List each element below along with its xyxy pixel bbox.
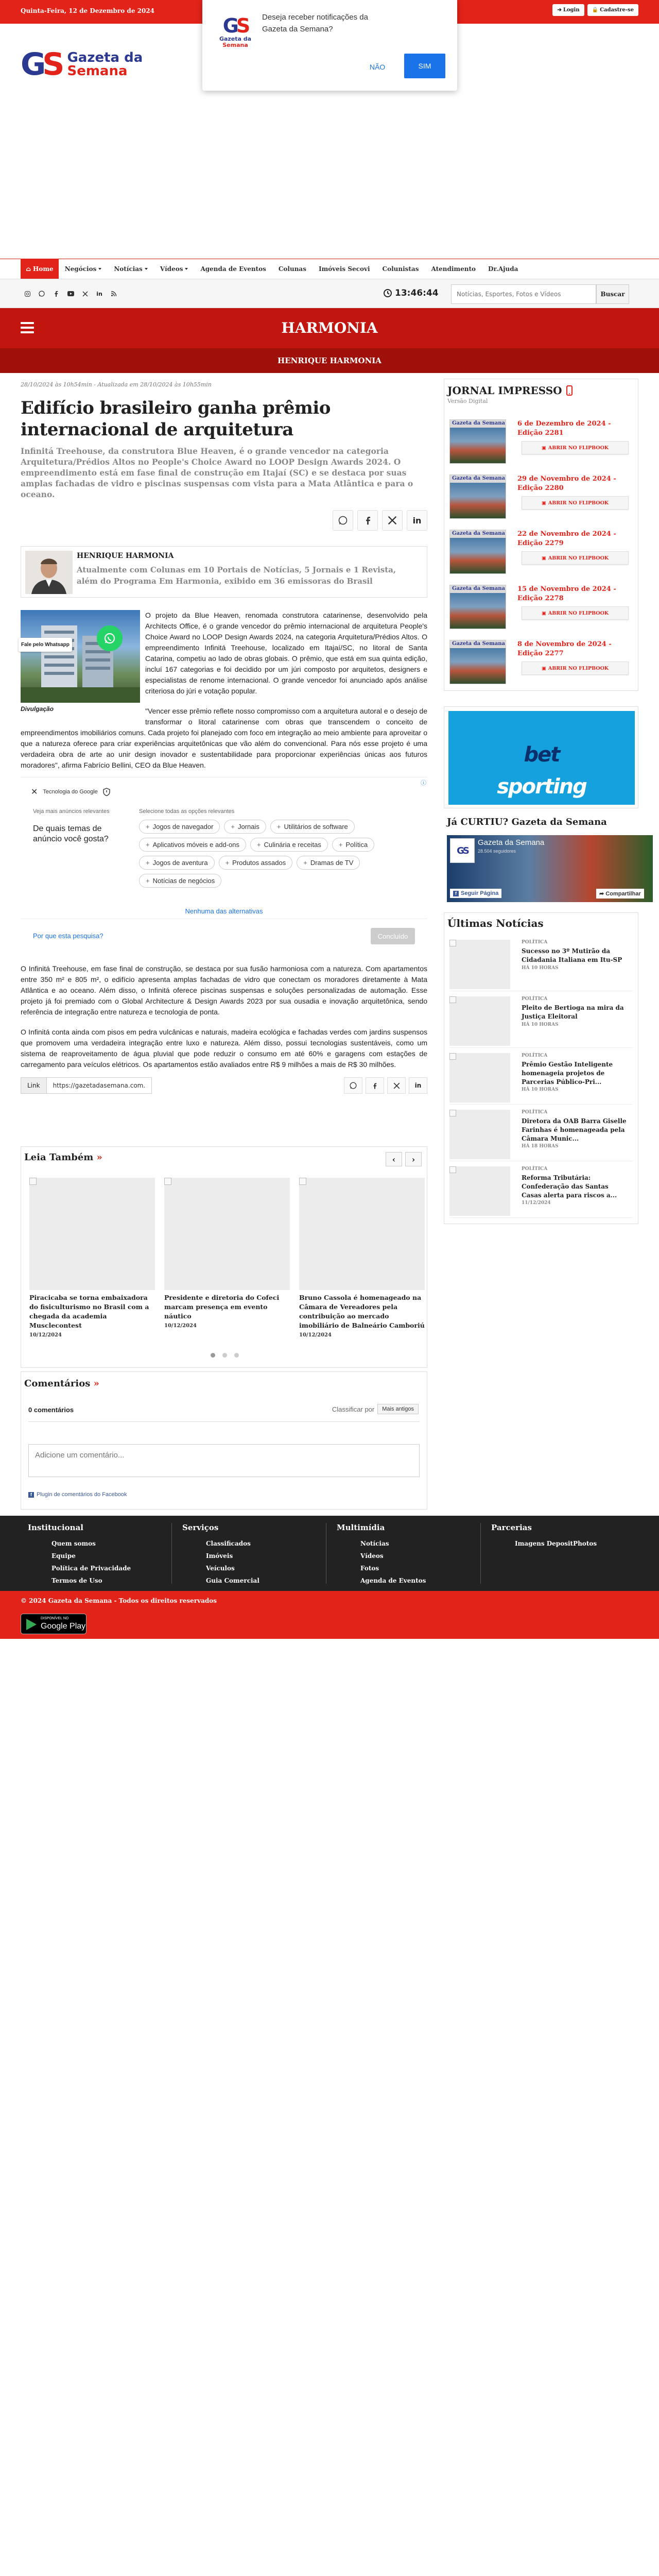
latest-news-item[interactable] [449, 940, 633, 991]
related-title[interactable]: Piracicaba se torna embaixadora do fisiculturismo no Brasil com a chegada da academia Musclecontest [29, 1294, 149, 1329]
notification-no-button[interactable]: NÃO [369, 63, 386, 71]
news-time: HÁ 10 HORAS [522, 1022, 559, 1027]
news-category: POLÍTICA [522, 1166, 548, 1172]
sort-select[interactable]: Mais antigos [377, 1404, 419, 1414]
news-title[interactable]: Diretora da OAB Barra Giselle Farinhas é homenageada pela Câmara Munic... [522, 1117, 627, 1142]
push-notification-prompt [202, 0, 457, 91]
footer-link[interactable]: Imóveis [206, 1552, 233, 1560]
survey-done-button[interactable]: Concluído [371, 928, 415, 944]
article-title: Edifício brasileiro ganha prêmio internacional de arquitetura [21, 398, 331, 440]
footer-heading: Institucional [28, 1523, 83, 1532]
survey-option-chip[interactable]: + Notícias de negócios [139, 874, 221, 888]
current-date: Quinta-Feira, 12 de Dezembro de 2024 [21, 7, 155, 14]
main-nav [0, 259, 659, 279]
search-input[interactable] [451, 284, 596, 304]
edition-title[interactable]: 8 de Novembro de 2024 - Edição 2277 [517, 640, 612, 657]
open-flipbook-button[interactable]: ▣ ABRIR NO FLIPBOOK [522, 662, 629, 675]
login-button[interactable] [552, 4, 584, 16]
ad-banner[interactable] [444, 706, 638, 808]
related-title[interactable]: Bruno Cassola é homenageado na Câmara de Vereadores pela contribuição ao mercado imobiliário de Balneário Camboriú [299, 1294, 425, 1329]
share-whatsapp-icon[interactable] [344, 1077, 362, 1094]
footer-heading: Parcerias [491, 1523, 532, 1532]
broken-image-icon [299, 1178, 306, 1185]
edition-item [449, 419, 633, 468]
facebook-page-embed[interactable] [447, 835, 653, 902]
comments-sort: Classificar por Mais antigos [332, 1404, 419, 1414]
news-time: 11/12/2024 [522, 1200, 551, 1206]
footer-link[interactable]: Classificados [206, 1540, 251, 1547]
nav-colunas[interactable]: Colunas [278, 265, 306, 273]
facebook-icon: f [453, 891, 459, 896]
broken-image-icon [164, 1178, 171, 1185]
close-icon[interactable]: ✕ [31, 788, 38, 796]
comments-heading: Comentários » [24, 1378, 99, 1389]
plus-icon: + [303, 859, 307, 867]
latest-news-item[interactable] [449, 1166, 633, 1218]
chevron-down-icon [145, 268, 148, 270]
copyright: © 2024 Gazeta da Semana - Todos os direitos reservados [21, 1597, 217, 1604]
facebook-icon: f [28, 1492, 34, 1498]
news-title[interactable]: Prêmio Gestão Inteligente homenageia projetos de Parcerias Público-Pri... [522, 1061, 613, 1086]
share-page-button[interactable]: ➦ Compartilhar [596, 889, 644, 899]
printed-edition-widget [444, 379, 638, 691]
logo-text: Gazeta da Semana [67, 50, 143, 79]
related-image[interactable] [164, 1178, 290, 1290]
latest-news-item[interactable] [449, 1053, 633, 1105]
section-header [0, 308, 659, 348]
share-whatsapp-icon[interactable] [333, 510, 353, 531]
plus-icon: + [146, 877, 150, 885]
nav-colunistas[interactable]: Colunistas [382, 265, 419, 273]
edition-title[interactable]: 15 de Novembro de 2024 - Edição 2278 [517, 585, 616, 602]
facebook-icon[interactable] [53, 290, 60, 297]
broken-image-icon [449, 1110, 456, 1116]
lock-icon: 🔒 [592, 7, 599, 13]
page-logo: GS [450, 838, 475, 863]
news-category: POLÍTICA [522, 1110, 548, 1115]
broken-image-icon [29, 1178, 37, 1185]
jornal-heading: JORNAL IMPRESSO [447, 384, 573, 397]
share-x-icon[interactable] [382, 510, 403, 531]
chevron-down-icon [98, 268, 101, 270]
footer-link[interactable]: Equipe [51, 1552, 76, 1560]
plus-icon: + [276, 823, 281, 831]
related-title[interactable]: Presidente e diretoria do Cofeci marcam presença em evento náutico [164, 1294, 280, 1320]
nav-atendimento[interactable]: Atendimento [431, 265, 476, 273]
author-name: HENRIQUE HARMONIA [77, 552, 174, 560]
edition-title[interactable]: 6 de Dezembro de 2024 - Edição 2281 [517, 420, 611, 437]
footer-link[interactable]: Fotos [360, 1565, 379, 1572]
latest-news-item[interactable] [449, 1110, 633, 1161]
notification-logo: GS Gazeta da Semana [219, 14, 252, 48]
site-logo[interactable] [21, 46, 143, 82]
news-thumbnail[interactable] [449, 940, 510, 989]
news-category: POLÍTICA [522, 940, 548, 945]
survey-none-option[interactable]: Nenhuma das alternativas [185, 907, 263, 915]
open-flipbook-button[interactable]: ▣ ABRIR NO FLIPBOOK [522, 606, 629, 620]
paragraph-4: O Infinitá conta ainda com pisos em pedra vulcânicas e naturais, madeira ecológica e fachadas verdes com jardins suspensos que promovem uma verdadeira integração entre luxo e natureza. Além disso, possui tecnologias sustentáveis, como um sistema de reaproveitamento de água pluvial que pode reduzir o consumo em até 60% e garagens com estações de carregamento para veículos elétricos. Os apartamentos estão avaliados entre R$ 9 milhões a mais de R$ 30 milhões. [21, 1028, 427, 1069]
footer-link[interactable]: Vídeos [360, 1552, 384, 1560]
share-facebook-icon[interactable] [357, 510, 378, 531]
share-bar [21, 510, 427, 531]
nav-home[interactable]: ⌂ Home [21, 259, 59, 279]
article-dateline: 28/10/2024 às 10h54min - Atualizada em 28/10/2024 às 10h55min [21, 381, 212, 388]
footer-column [182, 1523, 326, 1584]
news-thumbnail[interactable] [449, 996, 510, 1046]
latest-news-item[interactable] [449, 996, 633, 1048]
section-subtitle: HENRIQUE HARMONIA [0, 348, 659, 373]
news-time: HÁ 10 HORAS [522, 965, 559, 971]
file-pdf-icon: ▣ [541, 500, 546, 506]
edition-title[interactable]: 29 de Novembro de 2024 - Edição 2280 [517, 475, 616, 492]
edition-cover[interactable]: Gazeta da Semana [449, 474, 506, 519]
edition-cover[interactable]: Gazeta da Semana [449, 640, 506, 684]
footer-link[interactable]: Notícias [360, 1540, 389, 1547]
google-play-icon [26, 1619, 37, 1630]
survey-option-chip[interactable]: + Jogos de navegador [139, 820, 220, 834]
facebook-widget-heading: Já CURTIU? Gazeta da Semana [447, 817, 607, 827]
notification-question: Deseja receber notificações da Gazeta da Semana? [262, 13, 368, 33]
footer-column [337, 1523, 481, 1584]
nav-agenda[interactable]: Agenda de Eventos [200, 265, 266, 273]
survey-option-chip[interactable]: + Utilitários de software [270, 820, 355, 834]
survey-right-label: Selecione todas as opções relevantes [139, 808, 235, 815]
instagram-icon[interactable] [24, 290, 31, 297]
footer-link[interactable]: Guia Comercial [206, 1577, 259, 1584]
figure-caption: Divulgação [21, 705, 54, 713]
footer-link[interactable]: Política de Privacidade [51, 1565, 131, 1572]
clock-icon [384, 289, 392, 297]
survey-options [139, 820, 417, 888]
related-date: 10/12/2024 [29, 1332, 62, 1338]
open-flipbook-button[interactable]: ▣ ABRIR NO FLIPBOOK [522, 441, 629, 454]
carousel-prev-button[interactable]: ‹ [386, 1152, 402, 1166]
article-body [21, 610, 427, 771]
fb-page-followers: 28.504 seguidores [478, 849, 516, 854]
carousel-next-button[interactable]: › [405, 1152, 422, 1166]
facebook-widget [444, 812, 641, 905]
open-flipbook-button[interactable]: ▣ ABRIR NO FLIPBOOK [522, 551, 629, 565]
footer-link[interactable]: Termos de Uso [51, 1577, 102, 1584]
carousel-dot[interactable] [211, 1353, 215, 1358]
youtube-icon[interactable] [67, 290, 74, 297]
whatsapp-icon[interactable] [38, 290, 45, 297]
whatsapp-label[interactable]: Fale pelo Whatsapp [19, 638, 72, 652]
survey-option-chip[interactable]: + Culinária e receitas [250, 838, 328, 852]
paragraph-1: O projeto da Blue Heaven, renomada construtora catarinense, desenvolvido pela Architects Office, é o grande vencedor do prêmio internacional de arquitetura People's Choice Award no LOOP Design Awards 2024, na categoria Arquitetura/Prédios Altos. O empreendimento Infinitá Treehouse, localizado em Itajaí/SC, no litoral de Santa Catarina, competiu ao lado de obras globais. O prêmio, que está em sua quinta edição, incluí 167 categorias e foi decidido por um júri composto por arquitetos, designers e especialistas de renome internacional. O grande vencedor foi anunciado após análise criteriosa do júri e votação popular. [145, 611, 427, 695]
related-heading: Leia Também » [24, 1152, 102, 1163]
author-bio: Atualmente com Colunas em 10 Portais de Notícias, 5 Jornais e 1 Revista, além do Programa Em Harmonia, exibido em 36 emissoras do Brasil [77, 565, 396, 586]
survey-option-chip[interactable]: + Jornais [224, 820, 266, 834]
home-icon: ⌂ [26, 265, 31, 273]
section-title: HARMONIA [281, 319, 378, 336]
file-pdf-icon: ▣ [541, 555, 546, 561]
related-articles [21, 1146, 427, 1368]
fb-page-name[interactable]: Gazeta da Semana [478, 838, 545, 847]
plus-icon: + [338, 841, 343, 849]
plus-icon: + [146, 823, 150, 831]
plus-icon: + [256, 841, 261, 849]
edition-title[interactable]: 22 de Novembro de 2024 - Edição 2279 [517, 530, 616, 547]
short-link-box[interactable] [21, 1077, 152, 1094]
follow-page-button[interactable]: f Seguir Página [450, 889, 501, 898]
news-category: POLÍTICA [522, 996, 548, 1002]
open-flipbook-button[interactable]: ▣ ABRIR NO FLIPBOOK [522, 496, 629, 510]
footer-link[interactable]: Veículos [206, 1565, 235, 1572]
paragraph-2: "Vencer esse prêmio reflete nosso compromisso com a arquitetura autoral e o desejo de transformar o litoral catarinense com obras que transcendem o conceito de empreendimentos imobiliários comuns. Cada projeto foi planejado com foco em integração ao meio ambiente para aproveitar o que a natureza oferece para criar experiências arquitetônicas que vão além do convencional. Para nós esse projeto é uma verdadeira obra de arte ao unir design inovador e sustentabilidade para proporcionar experiências únicas aos futuros moradores", afirma Fabrício Bellini, CEO da Blue Heaven. [21, 707, 427, 769]
news-title[interactable]: Reforma Tributária: Confederação das Santas Casas alerta para riscos a... [522, 1174, 617, 1199]
related-card[interactable] [29, 1178, 155, 1338]
footer-link[interactable]: Imagens DepositPhotos [515, 1540, 597, 1547]
broken-image-icon [449, 1166, 456, 1173]
edition-cover[interactable]: Gazeta da Semana [449, 585, 506, 629]
comment-input[interactable] [28, 1444, 420, 1477]
news-thumbnail[interactable] [449, 1110, 510, 1159]
survey-option-chip[interactable]: + Produtos assados [219, 856, 293, 870]
comments-count: 0 comentários [28, 1406, 74, 1414]
clock: 13:46:44 [384, 288, 439, 298]
file-pdf-icon: ▣ [541, 445, 546, 451]
linkedin-icon[interactable]: in [96, 290, 102, 297]
broken-image-icon [449, 1053, 456, 1060]
footer-heading: Serviços [182, 1523, 219, 1532]
footer-heading: Multimídia [337, 1523, 385, 1532]
login-icon: ➔ [557, 7, 562, 13]
signup-label: Cadastre-se [600, 7, 634, 13]
nav-negocios[interactable]: Negócios [59, 259, 108, 279]
edition-item [449, 640, 633, 688]
survey-left-label: Veja mais anúncios relevantes [33, 808, 110, 815]
related-date: 10/12/2024 [299, 1332, 332, 1338]
survey-option-chip[interactable]: + Política [332, 838, 374, 852]
broken-image-icon [449, 940, 456, 946]
edition-item [449, 585, 633, 633]
survey-question: De quais temas de anúncio você gosta? [33, 824, 109, 843]
edition-item [449, 530, 633, 578]
related-date: 10/12/2024 [164, 1323, 197, 1329]
file-pdf-icon: ▣ [541, 610, 546, 616]
file-pdf-icon: ▣ [541, 665, 546, 671]
article-figure [21, 610, 140, 715]
building-image[interactable] [21, 610, 140, 703]
news-title[interactable]: Sucesso no 3º Mutirão da Cidadania Italiana em Itu-SP [522, 947, 622, 963]
latest-news-widget [444, 912, 638, 1224]
shield-icon [103, 788, 110, 796]
related-image[interactable] [299, 1178, 425, 1290]
google-brand: Tecnologia do Google [43, 789, 98, 795]
latest-news-heading: Últimas Notícias [447, 917, 544, 929]
nav-imoveis[interactable]: Imóveis Secovi [318, 265, 370, 273]
comments-section [21, 1371, 427, 1510]
nav-videos[interactable]: Vídeos [154, 259, 195, 279]
share-linkedin-icon[interactable]: in [407, 510, 427, 531]
link-value[interactable]: https://gazetadasemana.com. [53, 1082, 146, 1089]
article-body-continued [21, 963, 427, 1070]
logo-mark: GS [21, 46, 61, 82]
plus-icon: + [146, 859, 150, 867]
x-twitter-icon[interactable] [81, 290, 89, 297]
footer-link[interactable]: Agenda de Eventos [360, 1577, 426, 1584]
nav-noticias[interactable]: Notícias [108, 259, 153, 279]
news-time: HÁ 10 HORAS [522, 1087, 559, 1092]
notification-yes-button[interactable]: SIM [404, 54, 445, 78]
news-thumbnail[interactable] [449, 1166, 510, 1216]
plus-icon: + [146, 841, 150, 849]
footer-bottom [0, 1591, 659, 1639]
facebook-plugin-link[interactable]: f Plugin de comentários do Facebook [28, 1492, 127, 1498]
search-button[interactable]: Buscar [596, 284, 629, 304]
footer [0, 1516, 659, 1591]
plus-icon: + [225, 859, 230, 867]
chevron-down-icon [185, 268, 188, 270]
author-photo [25, 551, 73, 594]
news-thumbnail[interactable] [449, 1053, 510, 1103]
jornal-subheading: Versão Digital [447, 398, 488, 404]
footer-column [28, 1523, 172, 1584]
nav-drajuda[interactable]: Dr.Ajuda [488, 265, 518, 273]
survey-option-chip[interactable]: + Jogos de aventura [139, 856, 215, 870]
author-box [21, 546, 427, 598]
article-link-row [21, 1077, 427, 1094]
whatsapp-float-button[interactable] [97, 625, 123, 651]
share-linkedin-icon[interactable]: in [409, 1077, 427, 1094]
related-card[interactable] [299, 1178, 425, 1338]
mobile-icon [566, 385, 573, 396]
footer-column [491, 1523, 635, 1584]
news-time: HÁ 18 HORAS [522, 1144, 559, 1149]
carousel-dot[interactable] [234, 1353, 239, 1358]
article [21, 381, 427, 1094]
google-ad-survey [21, 777, 427, 954]
plus-icon: + [231, 823, 235, 831]
news-category: POLÍTICA [522, 1053, 548, 1058]
signup-button[interactable] [587, 4, 638, 16]
survey-why-link[interactable]: Por que esta pesquisa? [33, 932, 103, 940]
link-label: Link [21, 1078, 47, 1093]
paragraph-3: O Infinitá Treehouse, em fase final de construção, se destaca por sua fusão harmoniosa com a natureza. Com apartamentos entre 350 m² e 805 m², o edifício apresenta amplas fachadas de vidro que conectam os moradores diretamente à Mata Atlântica e ao oceano. Além disso, o Infinitá oferece piscinas suspensas e soluções personalizadas de automação. Esse projeto já foi premiado com o Global Architecture & Design Awards 2023 por sua ousadia e inovação arquitetônica, sendo referência de integração entre natureza e tecnologia de ponta. [21, 964, 427, 1016]
share-facebook-icon[interactable] [366, 1077, 384, 1094]
share-icon: ➦ [599, 891, 606, 897]
sportingbet-ad[interactable]: sporting bet [448, 711, 635, 805]
news-title[interactable]: Pleito de Bertioga na mira da Justiça Eleitoral [522, 1004, 624, 1020]
google-play-badge[interactable]: DISPONÍVEL NO Google Play [21, 1614, 86, 1634]
edition-cover[interactable]: Gazeta da Semana [449, 530, 506, 574]
survey-option-chip[interactable]: + Dramas de TV [297, 856, 360, 870]
ad-info-icon[interactable]: ⓘ [421, 780, 426, 786]
article-lead: Infinitá Treehouse, da construtora Blue Heaven, é o grande vencedor na categoria Arquitetura/Prédios Altos no People's Choice Award no LOOP Design Awards 2024. O empreendimento está em fase final de construção em Itajaí (SC) e se destaca por suas amplas fachadas de vidro e piscinas suspensas com vista para a Mata Atlântica e para o oceano. [21, 446, 413, 499]
edition-item [449, 474, 633, 523]
carousel-dot[interactable] [222, 1353, 227, 1358]
footer-link[interactable]: Quem somos [51, 1540, 96, 1547]
broken-image-icon [449, 996, 456, 1003]
share-x-icon[interactable] [387, 1077, 406, 1094]
survey-option-chip[interactable]: + Aplicativos móveis e add-ons [139, 838, 246, 852]
rss-icon[interactable] [110, 290, 117, 297]
related-card[interactable] [164, 1178, 290, 1329]
edition-cover[interactable]: Gazeta da Semana [449, 419, 506, 464]
login-label: Login [563, 7, 580, 13]
utility-bar [0, 279, 659, 308]
related-image[interactable] [29, 1178, 155, 1290]
carousel-dots [21, 1353, 428, 1358]
